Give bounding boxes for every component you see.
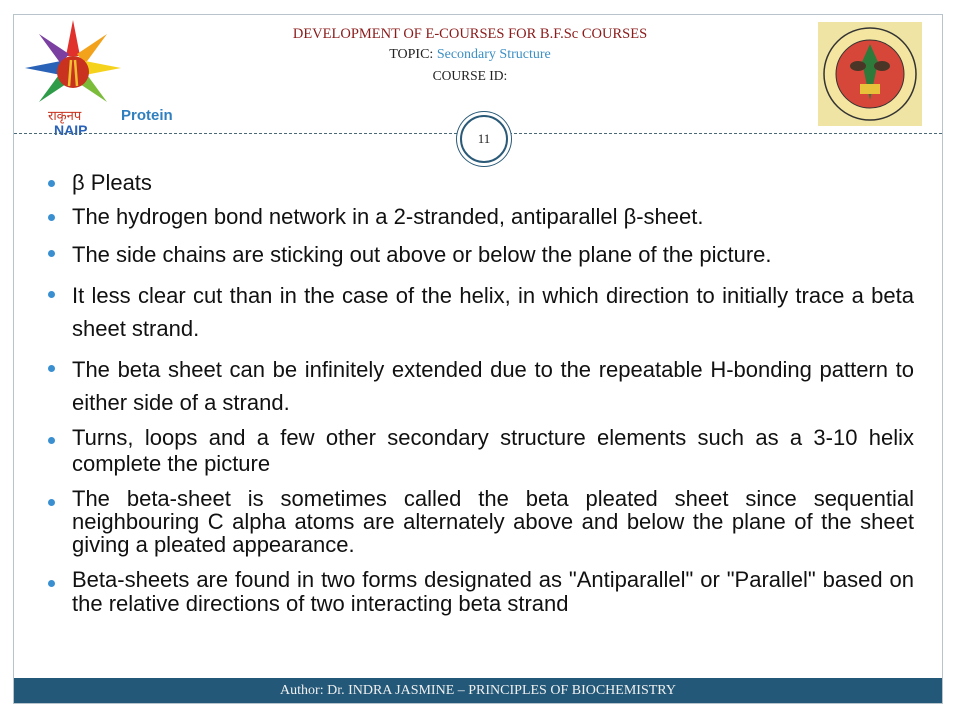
svg-text:राकृनप: राकृनप xyxy=(48,109,82,124)
list-item: The side chains are sticking out above or below the plane of the picture. xyxy=(48,238,914,271)
course-title: DEVELOPMENT OF E-COURSES FOR B.F.Sc COURSES xyxy=(292,26,648,42)
naip-logo-icon xyxy=(18,16,128,136)
list-item: The hydrogen bond network in a 2-stranded, antiparallel β-sheet. xyxy=(48,202,914,232)
slide-header xyxy=(0,0,960,146)
university-seal-icon xyxy=(818,22,922,126)
list-item: Turns, loops and a few other secondary structure elements such as a 3-10 helix complete the picture xyxy=(48,425,914,477)
svg-text:NAIP: NAIP xyxy=(54,122,88,136)
list-item: The beta-sheet is sometimes called the beta pleated sheet since sequential neighbouring C alpha atoms are alternately above and below the plane of the sheet giving a pleated appearance. xyxy=(48,487,914,556)
topic-value: Secondary Structure xyxy=(436,47,551,62)
list-item: β Pleats xyxy=(48,168,914,198)
topic-line: TOPIC: Secondary Structure xyxy=(389,47,551,62)
page-number: 11 xyxy=(460,115,508,163)
section-label: Protein xyxy=(121,107,173,124)
bullet-list xyxy=(48,168,914,616)
list-item: The beta sheet can be infinitely extended due to the repeatable H-bonding pattern to either side of a strand. xyxy=(48,353,914,419)
list-item: It less clear cut than in the case of the helix, in which direction to initially trace a beta sheet strand. xyxy=(48,279,914,345)
list-item: Beta-sheets are found in two forms designated as "Antiparallel" or "Parallel" based on the relative directions of two interacting beta strand xyxy=(48,568,914,616)
slide-footer: Author: Dr. INDRA JASMINE – PRINCIPLES OF BIOCHEMISTRY xyxy=(14,678,942,703)
course-id: COURSE ID: xyxy=(432,68,508,83)
